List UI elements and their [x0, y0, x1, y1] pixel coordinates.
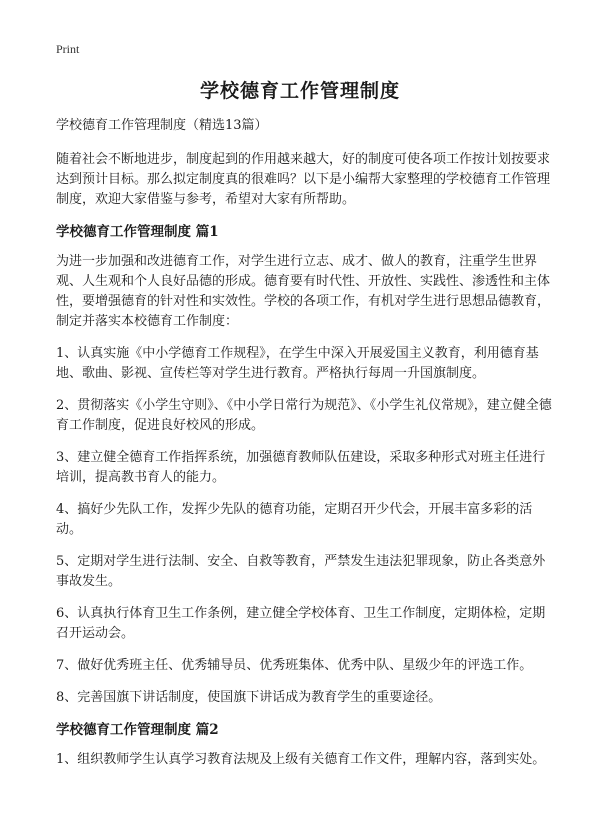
section1-paragraph: 3、建立健全德育工作指挥系统，加强德育教师队伍建设，采取多种形式对班主任进行培训，提高教书育人的能力。: [56, 450, 546, 485]
article-subtitle: 学校德育工作管理制度（精选13篇）: [56, 118, 268, 133]
section1-paragraph: 2、贯彻落实《小学生守则》、《中小学日常行为规范》、《小学生礼仪常规》，建立健全德育工作制度，促进良好校风的形成。: [56, 398, 552, 433]
section1-paragraph: 1、认真实施《中小学德育工作规程》，在学生中深入开展爱国主义教育，利用德育基地、歌曲、影视、宣传栏等对学生进行教育。严格执行每周一升国旗制度。: [56, 346, 539, 381]
section1-paragraph: 8、完善国旗下讲话制度，使国旗下讲话成为教育学生的重要途径。: [56, 690, 442, 705]
section1-paragraph: 5、定期对学生进行法制、安全、自救等教育，严禁发生违法犯罪现象，防止各类意外事故发生。: [56, 554, 546, 589]
article-body: [56, 116, 552, 782]
section1-paragraph: 6、认真执行体育卫生工作条例，建立健全学校体育、卫生工作制度，定期体检，定期召开运动会。: [56, 606, 546, 641]
section-heading-2: 学校德育工作管理制度 篇2: [56, 722, 219, 738]
section1-paragraph: 为进一步加强和改进德育工作，对学生进行立志、成才、做人的教育，注重学生世界观、人生观和个人良好品德的形成。德育要有时代性、开放性、实践性、渗透性和主体性，要增强德育的针对性和实效性。学校的各项工作，有机对学生进行思想品德教育，制定并落实本校德育工作制度：: [56, 254, 551, 329]
page-title: 学校德育工作管理制度: [199, 80, 400, 102]
section-heading-1: 学校德育工作管理制度 篇1: [56, 224, 219, 240]
intro-paragraph: 随着社会不断地进步，制度起到的作用越来越大，好的制度可使各项工作按计划按要求达到预计目标。那么拟定制度真的很难吗？以下是小编帮大家整理的学校德育工作管理制度，欢迎大家借鉴与参考，希望对大家有所帮助。: [56, 152, 551, 207]
print-label[interactable]: Print: [56, 42, 80, 56]
section1-paragraph: 4、搞好少先队工作，发挥少先队的德育功能，定期召开少代会，开展丰富多彩的活动。: [56, 502, 533, 537]
section2-paragraph: 1、组织教师学生认真学习教育法规及上级有关德育工作文件，理解内容，落到实处。: [56, 752, 546, 767]
section1-paragraph: 7、做好优秀班主任、优秀辅导员、优秀班集体、优秀中队、星级少年的评选工作。: [56, 658, 533, 673]
